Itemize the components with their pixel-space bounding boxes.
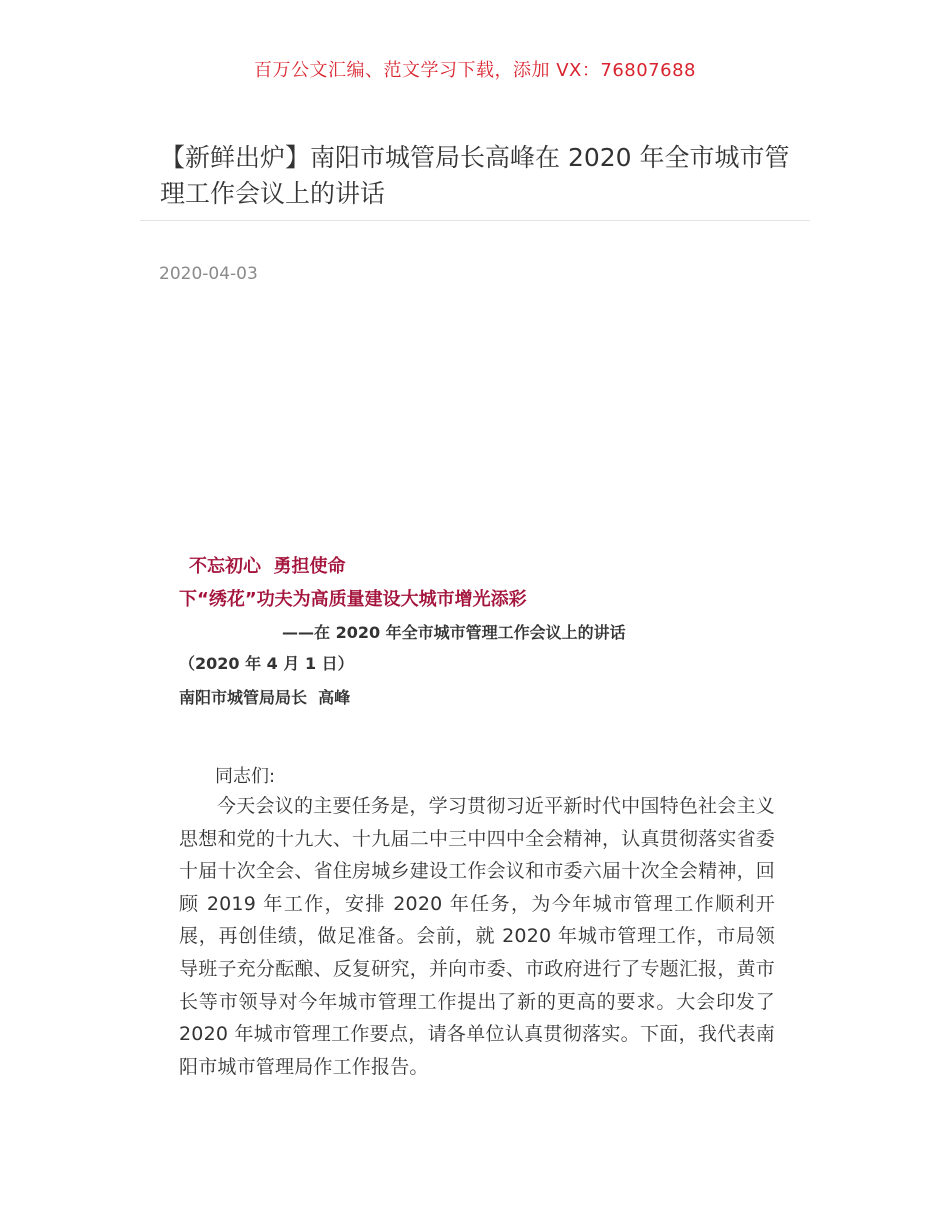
speech-heading-line2: 下“绣花”功夫为高质量建设大城市增光添彩 bbox=[179, 589, 527, 610]
speaker-line: 南阳市城管局局长 高峰 bbox=[179, 688, 351, 707]
article-title: 【新鲜出炉】南阳市城管局长高峰在 2020 年全市城市管理工作会议上的讲话 bbox=[160, 143, 790, 208]
publish-date: 2020-04-03 bbox=[159, 264, 258, 284]
speech-paragraph: 今天会议的主要任务是，学习贯彻习近平新时代中国特色社会主义思想和党的十九大、十九届二中三中四中全会精神，认真贯彻落实省委十届十次全会、省住房城乡建设工作会议和市委六届十次全会精神，回顾 2019 年工作，安排 2020 年任务，为今年城市管理工作顺利开展，再创佳绩，做足准备。会前，就 2020 年城市管理工作，市局领导班子充分酝酿、反复研究，并向市委、市政府进行了专题汇报，黄市长等市领导对今年城市管理工作提出了新的更高的要求。大会印发了 2020 年城市管理工作要点，请各单位认真贯彻落实。下面，我代表南阳市城市管理局作工作报告。 bbox=[179, 795, 775, 1078]
speech-date: （2020 年 4 月 1 日） bbox=[179, 654, 354, 673]
speech-greeting: 同志们: bbox=[215, 766, 276, 787]
promo-banner: 百万公文汇编、范文学习下载，添加 VX：76807688 bbox=[254, 60, 696, 81]
speech-heading-line1: 不忘初心 勇担使命 bbox=[189, 556, 346, 577]
speech-subtitle: ——在 2020 年全市城市管理工作会议上的讲话 bbox=[282, 623, 626, 642]
title-divider bbox=[140, 220, 810, 221]
